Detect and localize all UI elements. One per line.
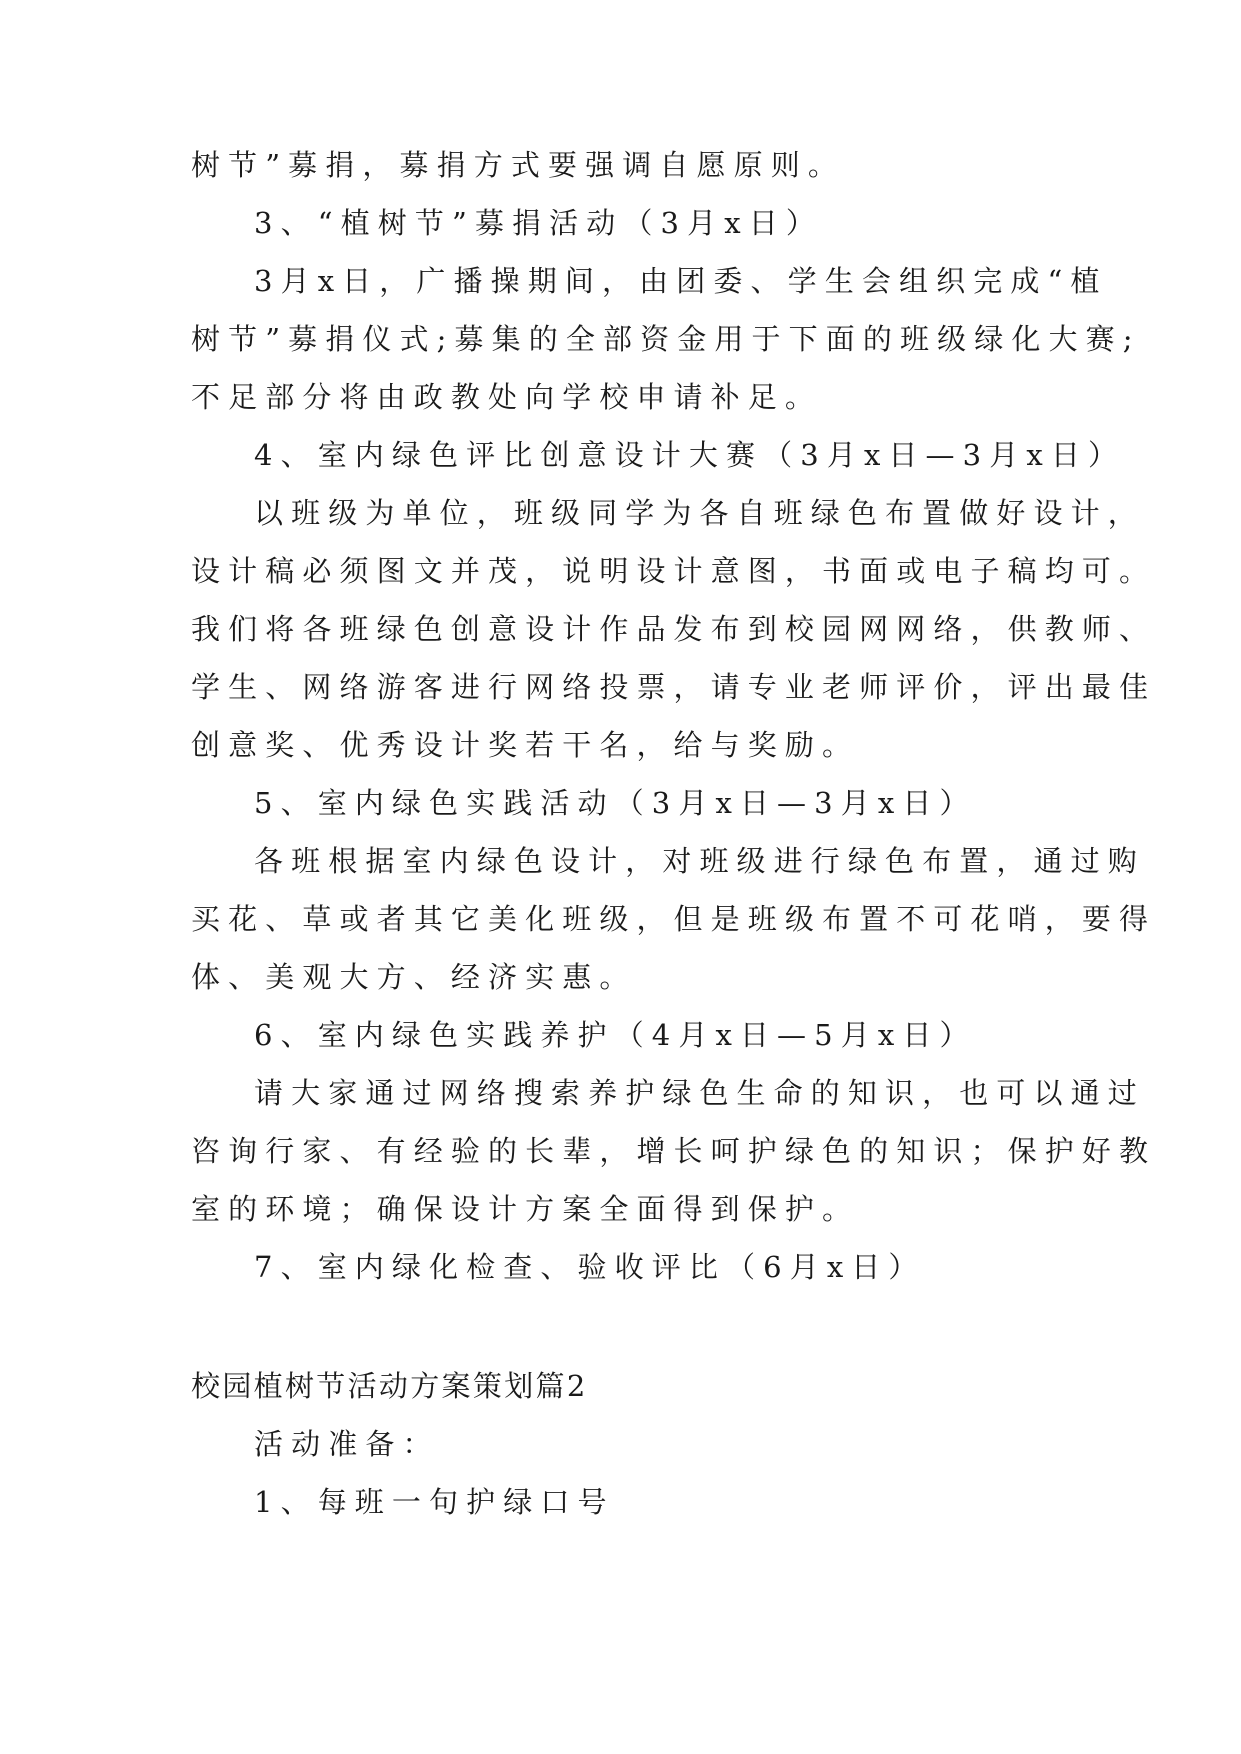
section-heading-4: 4、室内绿色评比创意设计大赛（3月x日—3月x日）	[254, 438, 1126, 472]
section-heading-5: 5、室内绿色实践活动（3月x日—3月x日）	[254, 786, 977, 820]
paragraph-line: 树节”募捐，募捐方式要强调自愿原则。	[191, 148, 845, 182]
paragraph-line: 创意奖、优秀设计奖若干名，给与奖励。	[191, 728, 860, 762]
section-heading-6: 6、室内绿色实践养护（4月x日—5月x日）	[254, 1018, 977, 1052]
article-title: 校园植树节活动方案策划篇2	[191, 1369, 588, 1403]
paragraph-line: 买花、草或者其它美化班级，但是班级布置不可花哨，要得	[191, 902, 1157, 936]
list-item: 1、每班一句护绿口号	[254, 1485, 615, 1519]
paragraph-line: 我们将各班绿色创意设计作品发布到校园网网络，供教师、	[191, 612, 1157, 646]
paragraph-line: 各班根据室内绿色设计，对班级进行绿色布置，通过购	[254, 844, 1145, 878]
paragraph-line: 体、美观大方、经济实惠。	[191, 960, 637, 994]
paragraph-line: 树节”募捐仪式;募集的全部资金用于下面的班级绿化大赛;	[191, 322, 1141, 356]
paragraph-line: 3月x日，广播操期间，由团委、学生会组织完成“植	[254, 264, 1108, 298]
paragraph-line: 不足部分将由政教处向学校申请补足。	[191, 380, 823, 414]
paragraph-line: 请大家通过网络搜索养护绿色生命的知识，也可以通过	[254, 1076, 1145, 1110]
subheading: 活动准备：	[254, 1427, 440, 1461]
paragraph-line: 以班级为单位，班级同学为各自班绿色布置做好设计，	[254, 496, 1145, 530]
section-heading-3: 3、“植树节”募捐活动（3月x日）	[254, 206, 823, 240]
paragraph-line: 设计稿必须图文并茂，说明设计意图，书面或电子稿均可。	[191, 554, 1157, 588]
paragraph-line: 室的环境；确保设计方案全面得到保护。	[191, 1192, 860, 1226]
paragraph-line: 学生、网络游客进行网络投票，请专业老师评价，评出最佳	[191, 670, 1157, 704]
section-heading-7: 7、室内绿化检查、验收评比（6月x日）	[254, 1250, 926, 1284]
paragraph-line: 咨询行家、有经验的长辈，增长呵护绿色的知识；保护好教	[191, 1134, 1157, 1168]
